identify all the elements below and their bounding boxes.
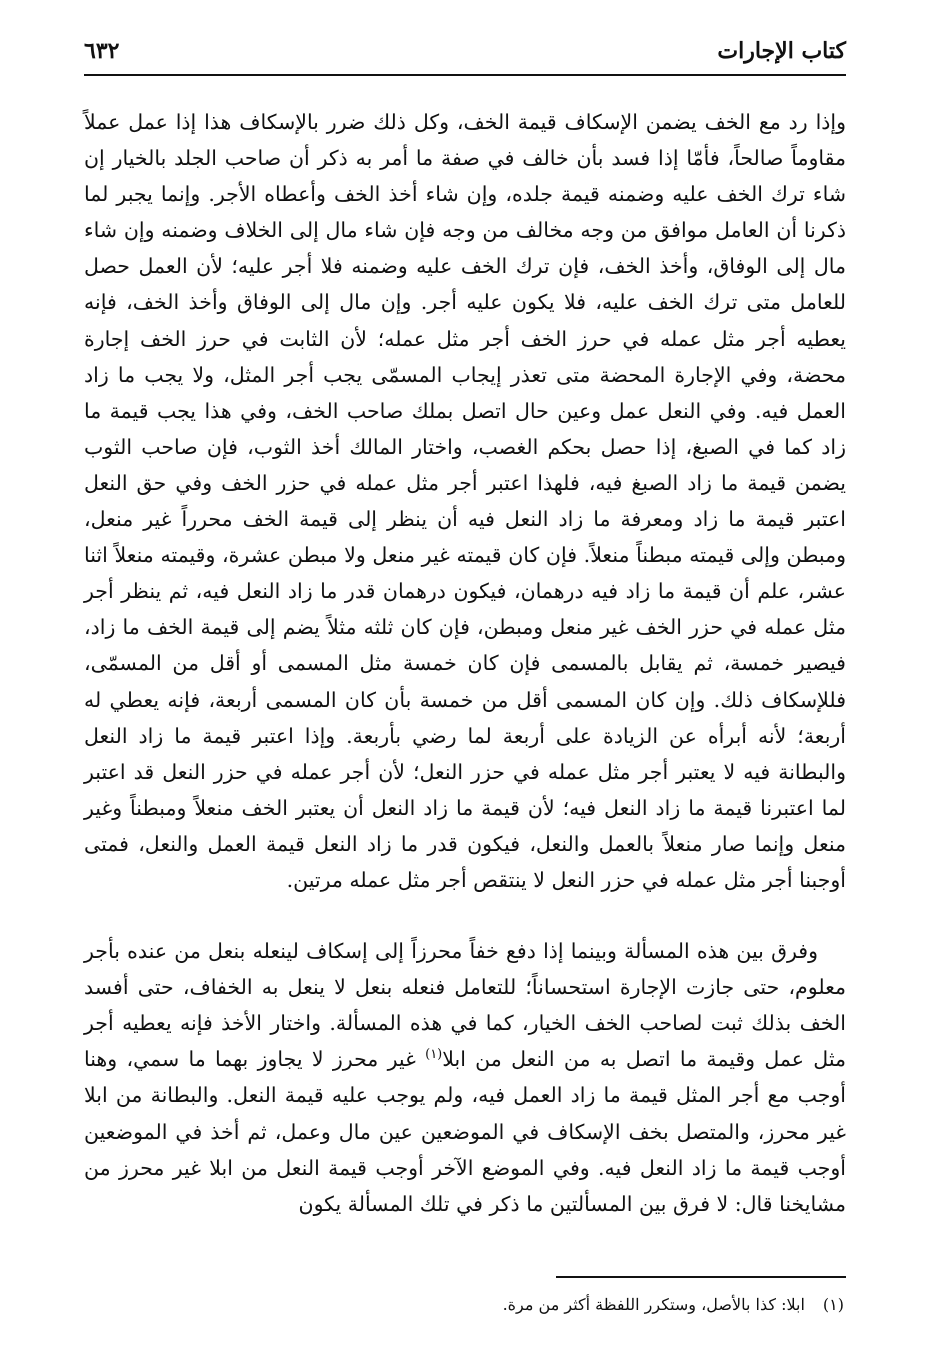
- paragraph-2-text-before: وفرق بين هذه المسألة وبينما إذا دفع خفاً محرزاً إلى إسكاف لينعله بنعل من عنده بأجر معلوم، حتى جازت الإجارة استحساناً؛ للتعامل فنعله بنعل لا ينعل به الخفاف، حتى أفسد الخف بذلك ثبت لصاحب الخف الخيار، كما في هذه المسألة. واختار الأخذ فإنه يعطيه أجر مثل عمل وقيمة ما اتصل به من النعل من ابلا: [84, 939, 846, 1072]
- paragraph-2-text-after: غير محرز لا يجاوز بهما ما سمي، وهنا أوجب مع أجر المثل قيمة ما زاد العمل فيه، ولم يوجب عليه قيمة النعل. والبطانة من ابلا غير محرز، والمتصل بخف الإسكاف في الموضعين عين مال وعمل، ثم أخذ في الموضعين أوجب قيمة ما زاد النعل فيه. وفي الموضع الآخر أوجب قيمة النعل من ابلا غير محرز من مشايخنا قال: لا فرق بين المسألتين ما ذكر في تلك المسألة يكون: [84, 1047, 846, 1216]
- page-number: ٦٣٢: [84, 38, 120, 64]
- paragraph-spacer: [84, 898, 846, 933]
- chapter-title: كتاب الإجارات: [717, 38, 846, 64]
- page-header: [84, 34, 846, 76]
- paragraph-2: [84, 933, 846, 1222]
- footnote-number: (١): [822, 1295, 844, 1314]
- paragraph-1: وإذا رد مع الخف يضمن الإسكاف قيمة الخف، وكل ذلك ضرر بالإسكاف هذا إذا عمل عملاً مقاوماً صالحاً، فأمّا إذا فسد بأن خالف في صفة ما أمر به ذكر أن صاحب الجلد بالخيار إن شاء ترك الخف عليه وضمنه قيمة جلده، وإن شاء أخذ الخف وأعطاه الأجر. وإنما يجبر لما ذكرنا أن العامل موافق من وجه مخالف من وجه فإن شاء مال إلى الخلاف وضمنه وإن شاء مال إلى الوفاق، وأخذ الخف، فإن ترك الخف عليه وضمنه فلا أجر عليه؛ لأن العمل حصل للعامل متى ترك الخف عليه، فلا يكون عليه أجر. وإن مال إلى الوفاق وأخذ الخف، فإنه يعطيه أجر مثل عمله في حرز الخف أجر مثل عمله؛ لأن الثابت في حرز الخف إجارة محضة، وفي الإجارة المحضة متى تعذر إيجاب المسمّى يجب أجر المثل، ولا يجب ما زاد العمل فيه. وفي النعل عمل وعين حال اتصل بملك صاحب الخف، وفي هذا يجب قيمة ما زاد كما في الصبغ، إذا حصل بحكم الغصب، واختار المالك أخذ الثوب، فإن صاحب الثوب يضمن قيمة ما زاد الصبغ فيه، فلهذا اعتبر أجر مثل عمله في حزر الخف وفي حق النعل اعتبر قيمة ما زاد ومعرفة ما زاد النعل فيه أن ينظر إلى قيمة الخف محرراً غير منعل، ومبطن وإلى قيمته مبطناً منعلاً. فإن كان قيمته غير منعل ولا مبطن عشرة، وقيمته منعلاً اثنا عشر، علم أن قيمة ما زاد فيه درهمان، فيكون درهمان قدر ما زاد النعل فيه، ثم ينظر أجر مثل عمله في حزر الخف غير منعل ومبطن، فإن كان ثلثه مثلاً يضم إلى قيمة الخف ما زاد، فيصير خمسة، ثم يقابل بالمسمى فإن كان خمسة مثل المسمى أو أقل من المسمّى، فللإسكاف ذلك. وإن كان المسمى أقل من خمسة بأن كان المسمى أربعة، فإنه يعطي له أربعة؛ لأنه أبرأه عن الزيادة على أربعة لما رضي بأربعة. وإذا اعتبر قيمة ما زاد النعل والبطانة فيه لا يعتبر أجر مثل عمله في حزر النعل؛ لأن أجر عمله في حزر النعل قد اعتبر لما اعتبرنا قيمة ما زاد النعل فيه؛ لأن قيمة ما زاد النعل أن يعتبر الخف منعلاً ومبطناً وغير منعل وإنما صار منعلاً بالعمل والنعل، فيكون قدر ما زاد النعل قيمة العمل والنعل، فمتى أوجبنا أجر مثل عمله في حزر النعل لا ينتقص أجر مثل عمله مرتين.: [84, 110, 846, 892]
- body-text: [84, 104, 846, 1222]
- footnote: [84, 1292, 844, 1318]
- footnote-text: ابلا: كذا بالأصل، وستكرر اللفظة أكثر من مرة.: [502, 1295, 805, 1314]
- footnote-divider: [556, 1276, 846, 1278]
- footnote-reference: (١): [425, 1047, 443, 1063]
